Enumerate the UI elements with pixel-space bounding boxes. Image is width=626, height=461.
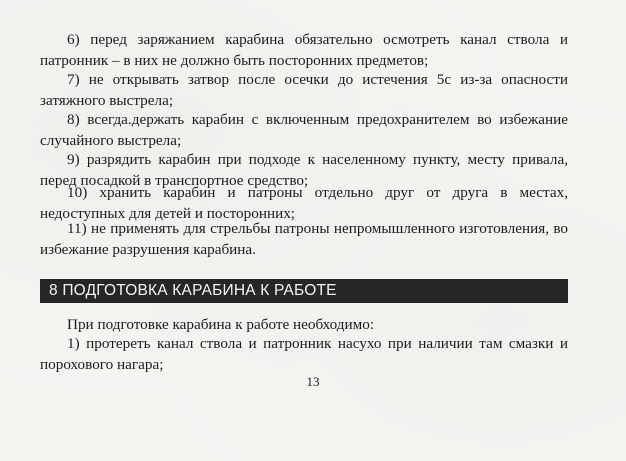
list-item: 11) не применять для стрельбы патроны непромышленного изготовления, во избежание разрушения карабина.	[40, 220, 568, 258]
section-heading-text: 8 ПОДГОТОВКА КАРАБИНА К РАБОТЕ	[49, 282, 337, 299]
list-item: 7) не открывать затвор после осечки до истечения 5с из-за опасности затяжного выстрела;	[40, 71, 568, 109]
list-item: 8) всегда.держать карабин с включенным предохранителем во избежание случайного выстрела;	[40, 111, 568, 149]
section-intro: При подготовке карабина к работе необходимо:	[67, 316, 375, 333]
page-number: 13	[306, 374, 320, 389]
list-item: 1) протереть канал ствола и патронник насухо при наличии там смазки и порохового нагара;	[40, 335, 568, 373]
list-item: 10) хранить карабин и патроны отдельно друг от друга в местах, недоступных для детей и посторонних;	[40, 184, 568, 222]
list-item: 9) разрядить карабин при подходе к населенному пункту, месту привала, перед посадкой в транспортное средство;	[40, 151, 568, 189]
list-item: 6) перед заряжанием карабина обязательно осмотреть канал ствола и патронник – в них не должно быть посторонних предметов;	[40, 31, 568, 69]
section-heading	[40, 279, 568, 303]
